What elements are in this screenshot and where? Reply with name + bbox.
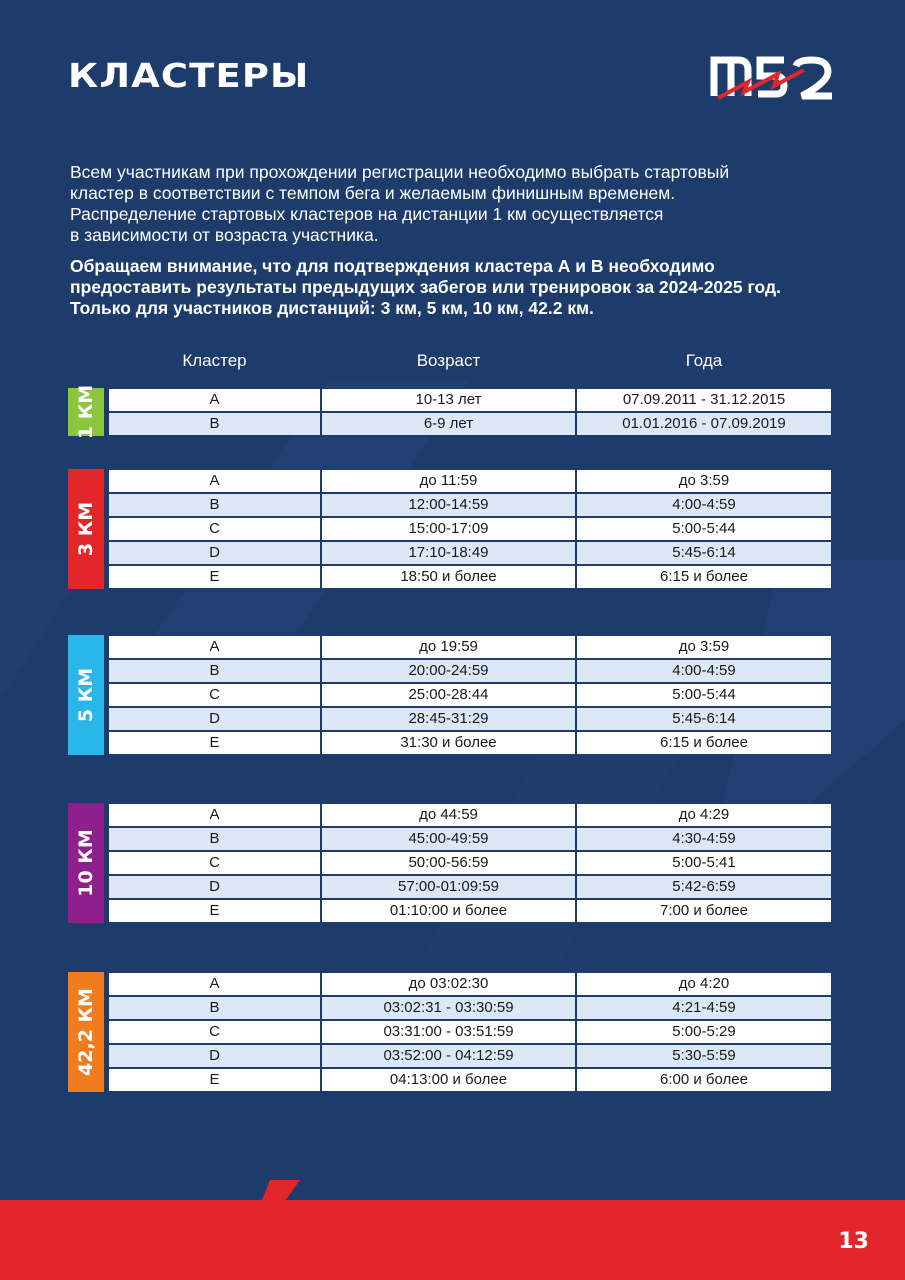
table-row: [108, 659, 832, 683]
cluster-cell: D: [108, 541, 321, 565]
footer-band: [0, 1200, 905, 1280]
range-cell: 25:00-28:44: [321, 683, 576, 707]
cluster-cell: E: [108, 899, 321, 923]
notice-line: Только для участников дистанций: 3 км, 5 км, 10 км, 42.2 км.: [70, 298, 594, 318]
cluster-cell: A: [108, 388, 321, 412]
table-row: [108, 827, 832, 851]
value-cell: 07.09.2011 - 31.12.2015: [576, 388, 832, 412]
page-title: КЛАСТЕРЫ: [68, 56, 310, 95]
table-row: [108, 1044, 832, 1068]
value-cell: 01.01.2016 - 07.09.2019: [576, 412, 832, 436]
range-cell: 6-9 лет: [321, 412, 576, 436]
table-row: [108, 996, 832, 1020]
range-cell: до 03:02:30: [321, 972, 576, 996]
distance-label: 3 КМ: [75, 501, 97, 557]
distance-tab: [68, 384, 104, 440]
distance-tab: [68, 972, 104, 1092]
notice-line: предоставить результаты предыдущих забегов или тренировок за 2024-2025 год.: [70, 277, 781, 297]
value-cell: 5:30-5:59: [576, 1044, 832, 1068]
cluster-cell: D: [108, 1044, 321, 1068]
range-cell: 28:45-31:29: [321, 707, 576, 731]
intro-line: в зависимости от возраста участника.: [70, 225, 379, 245]
table-row: [108, 635, 832, 659]
range-cell: 45:00-49:59: [321, 827, 576, 851]
range-cell: 01:10:00 и более: [321, 899, 576, 923]
value-cell: до 4:20: [576, 972, 832, 996]
range-cell: 20:00-24:59: [321, 659, 576, 683]
value-cell: 5:00-5:41: [576, 851, 832, 875]
value-cell: 4:00-4:59: [576, 659, 832, 683]
table-row: [108, 565, 832, 589]
value-cell: 4:21-4:59: [576, 996, 832, 1020]
header-age: Возраст: [416, 351, 481, 370]
cluster-table: [108, 972, 832, 1092]
cluster-cell: A: [108, 803, 321, 827]
value-cell: 5:42-6:59: [576, 875, 832, 899]
value-cell: 5:00-5:44: [576, 517, 832, 541]
distance-label: 5 КМ: [75, 667, 97, 723]
cluster-cell: A: [108, 972, 321, 996]
cluster-cell: D: [108, 707, 321, 731]
range-cell: 15:00-17:09: [321, 517, 576, 541]
value-cell: 4:30-4:59: [576, 827, 832, 851]
cluster-cell: D: [108, 875, 321, 899]
value-cell: до 3:59: [576, 469, 832, 493]
cluster-cell: C: [108, 683, 321, 707]
range-cell: 03:02:31 - 03:30:59: [321, 996, 576, 1020]
table-row: [108, 875, 832, 899]
table-row: [108, 683, 832, 707]
range-cell: 04:13:00 и более: [321, 1068, 576, 1092]
m52-logo: [708, 52, 838, 100]
table-row: [108, 899, 832, 923]
range-cell: 57:00-01:09:59: [321, 875, 576, 899]
intro-line: Распределение стартовых кластеров на дистанции 1 км осуществляется: [70, 204, 664, 224]
cluster-cell: B: [108, 659, 321, 683]
range-cell: до 11:59: [321, 469, 576, 493]
value-cell: 6:15 и более: [576, 731, 832, 755]
range-cell: 03:52:00 - 04:12:59: [321, 1044, 576, 1068]
intro-line: кластер в соответствии с темпом бега и желаемым финишным временем.: [70, 183, 676, 203]
value-cell: 5:00-5:44: [576, 683, 832, 707]
value-cell: 5:45-6:14: [576, 541, 832, 565]
cluster-cell: E: [108, 731, 321, 755]
value-cell: 5:45-6:14: [576, 707, 832, 731]
page-number: 13: [838, 1229, 869, 1254]
cluster-table: [108, 388, 832, 436]
table-row: [108, 517, 832, 541]
cluster-cell: B: [108, 996, 321, 1020]
value-cell: 6:00 и более: [576, 1068, 832, 1092]
table-header: [108, 351, 832, 373]
range-cell: 31:30 и более: [321, 731, 576, 755]
distance-tab: [68, 803, 104, 923]
table-row: [108, 972, 832, 996]
distance-tab: [68, 635, 104, 755]
table-row: [108, 1068, 832, 1092]
table-row: [108, 707, 832, 731]
table-row: [108, 1020, 832, 1044]
cluster-cell: A: [108, 635, 321, 659]
header-years: Года: [685, 351, 723, 370]
range-cell: 18:50 и более: [321, 565, 576, 589]
cluster-cell: C: [108, 517, 321, 541]
distance-label: 42,2 КМ: [75, 988, 97, 1076]
cluster-cell: B: [108, 827, 321, 851]
cluster-cell: C: [108, 1020, 321, 1044]
table-row: [108, 388, 832, 412]
distance-label: 1 КМ: [75, 384, 97, 440]
intro-line: Всем участникам при прохождении регистрации необходимо выбрать стартовый: [70, 162, 730, 182]
distance-tab: [68, 469, 104, 589]
range-cell: до 19:59: [321, 635, 576, 659]
value-cell: 4:00-4:59: [576, 493, 832, 517]
cluster-cell: C: [108, 851, 321, 875]
cluster-cell: B: [108, 493, 321, 517]
cluster-cell: A: [108, 469, 321, 493]
cluster-cell: E: [108, 565, 321, 589]
cluster-table: [108, 635, 832, 755]
table-row: [108, 851, 832, 875]
range-cell: до 44:59: [321, 803, 576, 827]
value-cell: 6:15 и более: [576, 565, 832, 589]
distance-label: 10 КМ: [75, 829, 97, 897]
value-cell: до 3:59: [576, 635, 832, 659]
table-row: [108, 412, 832, 436]
cluster-table: [108, 803, 832, 923]
table-row: [108, 541, 832, 565]
range-cell: 03:31:00 - 03:51:59: [321, 1020, 576, 1044]
value-cell: 7:00 и более: [576, 899, 832, 923]
range-cell: 50:00-56:59: [321, 851, 576, 875]
intro-text: [70, 162, 830, 246]
table-row: [108, 731, 832, 755]
cluster-cell: B: [108, 412, 321, 436]
value-cell: 5:00-5:29: [576, 1020, 832, 1044]
cluster-cell: E: [108, 1068, 321, 1092]
value-cell: до 4:29: [576, 803, 832, 827]
range-cell: 10-13 лет: [321, 388, 576, 412]
table-row: [108, 469, 832, 493]
range-cell: 17:10-18:49: [321, 541, 576, 565]
notice-text: [70, 256, 850, 319]
table-row: [108, 803, 832, 827]
range-cell: 12:00-14:59: [321, 493, 576, 517]
table-row: [108, 493, 832, 517]
header-cluster: Кластер: [182, 351, 247, 370]
cluster-table: [108, 469, 832, 589]
notice-line: Обращаем внимание, что для подтверждения кластера А и В необходимо: [70, 256, 715, 276]
